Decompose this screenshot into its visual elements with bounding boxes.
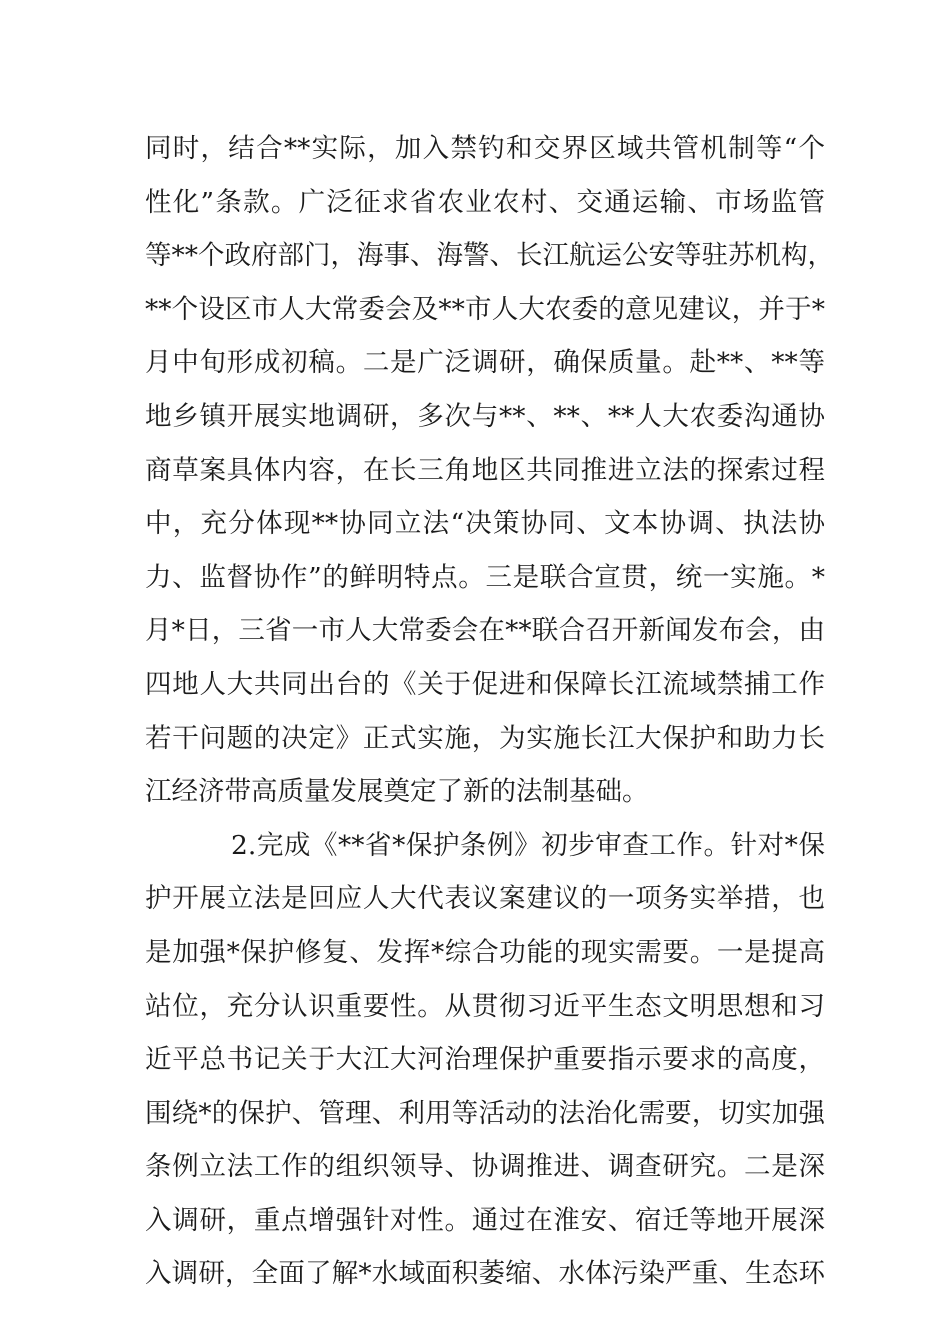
section-heading-line: 2.完成《**省*保护条例》初步审查工作。针对*保 [231, 829, 825, 861]
text-line: 围绕*的保护、管理、利用等活动的法治化需要，切实加强 [145, 1097, 825, 1129]
text-line: 护开展立法是回应人大代表议案建议的一项务实举措，也 [145, 883, 825, 915]
text-line: 入调研，全面了解*水域面积萎缩、水体污染严重、生态环 [145, 1258, 825, 1290]
text-line: 同时，结合**实际，加入禁钓和交界区域共管机制等“个 [145, 133, 825, 164]
paragraph-end-line: 江经济带高质量发展奠定了新的法制基础。 [145, 776, 649, 808]
text-line: 地乡镇开展实地调研，多次与**、**、**人大农委沟通协 [145, 400, 825, 432]
text-line: 入调研，重点增强针对性。通过在淮安、宿迁等地开展深 [145, 1204, 825, 1236]
text-line: 是加强*保护修复、发挥*综合功能的现实需要。一是提高 [145, 936, 825, 968]
text-line: 月中旬形成初稿。二是广泛调研，确保质量。赴**、**等 [145, 347, 825, 379]
text-line: 站位，充分认识重要性。从贯彻习近平生态文明思想和习 [145, 990, 825, 1022]
text-line: 若干问题的决定》正式实施，为实施长江大保护和助力长 [145, 722, 825, 754]
text-line: **个设区市人大常委会及**市人大农委的意见建议，并于* [145, 293, 825, 325]
text-line: 条例立法工作的组织领导、协调推进、调查研究。二是深 [145, 1151, 825, 1183]
text-line: 等**个政府部门，海事、海警、长江航运公安等驻苏机构， [145, 240, 834, 272]
text-line: 商草案具体内容，在长三角地区共同推进立法的探索过程 [145, 454, 825, 486]
text-line: 近平总书记关于大江大河治理保护重要指示要求的高度， [145, 1044, 825, 1076]
text-line: 力、监督协作”的鲜明特点。三是联合宣贯，统一实施。* [145, 561, 825, 593]
text-line: 性化”条款。广泛征求省农业农村、交通运输、市场监管 [145, 186, 825, 218]
text-line: 中，充分体现**协同立法“决策协同、文本协调、执法协 [145, 508, 825, 540]
text-line: 月*日，三省一市人大常委会在**联合召开新闻发布会，由 [145, 615, 825, 647]
text-line: 四地人大共同出台的《关于促进和保障长江流域禁捕工作 [145, 668, 825, 700]
body-text [145, 122, 834, 1301]
